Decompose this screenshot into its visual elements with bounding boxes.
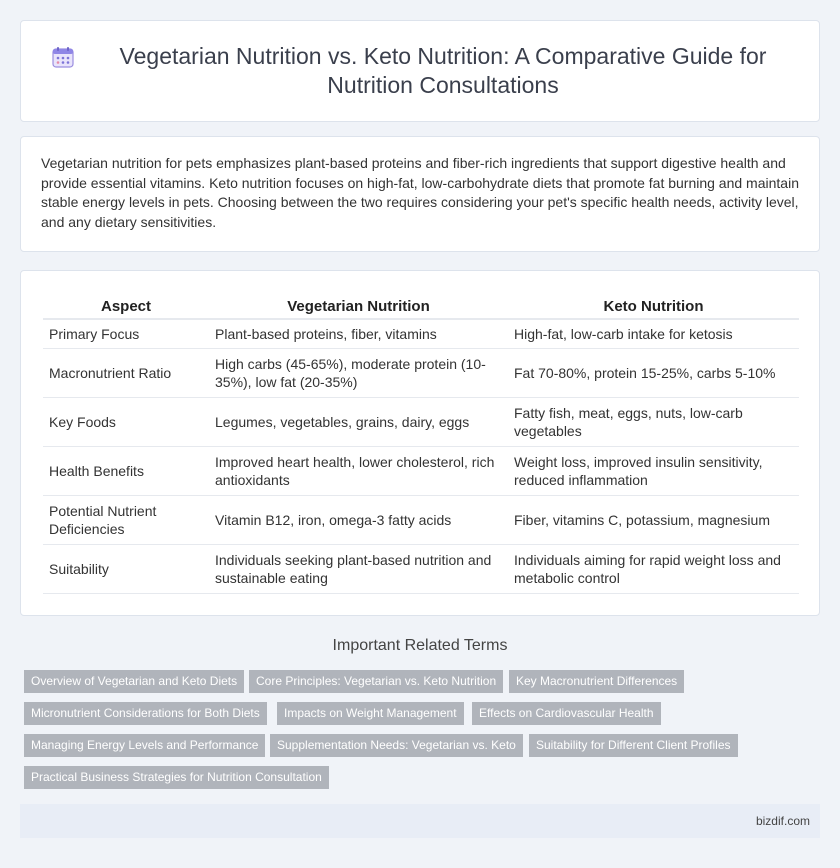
comparison-card (20, 270, 820, 616)
footer (20, 804, 820, 838)
table-cell: Potential Nutrient Deficiencies (43, 496, 209, 545)
table-cell: Suitability (43, 545, 209, 594)
related-term-tag[interactable]: Supplementation Needs: Vegetarian vs. Keto (270, 734, 523, 757)
related-term-tag[interactable]: Effects on Cardiovascular Health (472, 702, 661, 725)
table-cell: High carbs (45-65%), moderate protein (10-35%), low fat (20-35%) (209, 349, 508, 398)
related-term-tag[interactable]: Managing Energy Levels and Performance (24, 734, 265, 757)
related-term-tag[interactable]: Suitability for Different Client Profiles (529, 734, 738, 757)
table-row (43, 496, 799, 545)
table-row (43, 319, 799, 349)
table-row (43, 398, 799, 447)
column-header-keto: Keto Nutrition (508, 294, 799, 319)
table-cell: Individuals seeking plant-based nutrition and sustainable eating (209, 545, 508, 594)
related-term-tag[interactable]: Impacts on Weight Management (277, 702, 464, 725)
table-cell: Weight loss, improved insulin sensitivity, reduced inflammation (508, 447, 799, 496)
related-terms-title: Important Related Terms (332, 637, 508, 654)
table-cell: High-fat, low-carb intake for ketosis (508, 319, 799, 349)
intro-text: Vegetarian nutrition for pets emphasizes plant-based proteins and fiber-rich ingredients that support digestive health and provide essential vitamins. Keto nutrition focuses on high-fat, low-carbohydrate diets that promote fat burning and maintain stable energy levels in pets. Choosing between the two requires considering your pet's specific health needs, activity level, and any dietary sensitivities. (41, 155, 799, 230)
related-term-tag[interactable]: Key Macronutrient Differences (509, 670, 684, 693)
calendar-icon (52, 46, 74, 68)
table-cell: Primary Focus (43, 319, 209, 349)
table-row (43, 447, 799, 496)
table-cell: Fiber, vitamins C, potassium, magnesium (508, 496, 799, 545)
table-header-row (43, 294, 799, 319)
table-cell: Health Benefits (43, 447, 209, 496)
table-cell: Legumes, vegetables, grains, dairy, eggs (209, 398, 508, 447)
related-term-tag[interactable]: Core Principles: Vegetarian vs. Keto Nutrition (249, 670, 503, 693)
table-row (43, 545, 799, 594)
table-cell: Macronutrient Ratio (43, 349, 209, 398)
table-cell: Improved heart health, lower cholesterol, rich antioxidants (209, 447, 508, 496)
table-cell: Individuals aiming for rapid weight loss and metabolic control (508, 545, 799, 594)
table-cell: Plant-based proteins, fiber, vitamins (209, 319, 508, 349)
table-cell: Vitamin B12, iron, omega-3 fatty acids (209, 496, 508, 545)
table-cell: Fatty fish, meat, eggs, nuts, low-carb vegetables (508, 398, 799, 447)
table-cell: Fat 70-80%, protein 15-25%, carbs 5-10% (508, 349, 799, 398)
column-header-aspect: Aspect (43, 294, 209, 319)
comparison-table (43, 294, 799, 594)
related-term-tag[interactable]: Overview of Vegetarian and Keto Diets (24, 670, 244, 693)
footer-brand: bizdif.com (755, 814, 810, 828)
related-term-tag[interactable]: Practical Business Strategies for Nutrition Consultation (24, 766, 329, 789)
intro-card (20, 136, 820, 252)
header-card (20, 20, 820, 122)
column-header-vegetarian: Vegetarian Nutrition (209, 294, 508, 319)
page-title: Vegetarian Nutrition vs. Keto Nutrition: A Comparative Guide for Nutrition Consultations (119, 43, 767, 98)
table-row (43, 349, 799, 398)
table-cell: Key Foods (43, 398, 209, 447)
related-term-tag[interactable]: Micronutrient Considerations for Both Diets (24, 702, 267, 725)
